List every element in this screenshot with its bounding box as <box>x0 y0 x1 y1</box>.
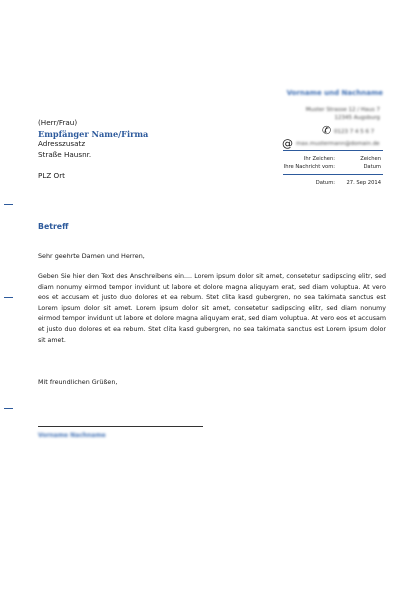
recipient-salutation: (Herr/Frau) <box>38 118 78 127</box>
sender-divider-top <box>283 150 383 151</box>
phone-icon: ✆ <box>322 124 332 137</box>
your-ref-label: Ihr Zeichen: <box>303 156 335 162</box>
recipient-address-extra: Adresszusatz <box>38 139 86 148</box>
letter-body: Geben Sie hier den Text des Anschreibens ein.... Lorem ipsum dolor sit amet, consetetur sadipscing elitr, sed diam nonumy eirmod tempor invidunt ut labore et dolore magna aliquyam erat, sed diam voluptua. At vero eos et accusam et justo duo dolores et ea rebum. Stet clita kasd gubergren, no sea takimata sanctus est Lorem ipsum dolor sit amet. Lorem ipsum dolor sit amet, consetetur sadipscing elitr, sed diam nonumy eirmod tempor invidunt ut labore et dolore magna aliquyam erat, sed diam voluptua. At vero eos et accusam et justo duo dolores et ea rebum. Stet clita kasd gubergren, no sea takimata sanctus est Lorem ipsum dolor sit amet. <box>38 273 386 344</box>
signature-line <box>38 426 203 427</box>
your-message-value: Datum <box>363 164 381 170</box>
letter-subject: Betreff <box>38 222 69 231</box>
sender-email: max.mustermann@domain.de <box>296 141 380 147</box>
your-ref-value: Zeichen <box>360 156 381 162</box>
letter-greeting: Sehr geehrte Damen und Herren, <box>38 252 145 260</box>
sender-divider-bottom <box>283 174 383 175</box>
signature-name: Vorname Nachname <box>38 432 106 439</box>
date-value: 27. Sep 2014 <box>346 180 381 186</box>
recipient-city: PLZ Ort <box>38 171 65 180</box>
recipient-name: Empfänger Name/Firma <box>38 128 149 139</box>
sender-name: Vorname und Nachname <box>286 89 383 97</box>
at-sign-icon: @ <box>282 137 293 150</box>
date-label: Datum: <box>315 180 335 186</box>
punch-mark <box>4 297 13 298</box>
recipient-street: Straße Hausnr. <box>38 149 92 159</box>
letter-closing: Mit freundlichen Grüßen, <box>38 378 118 386</box>
sender-phone: 0123 7 4 5 6 7 <box>334 129 375 135</box>
fold-mark-top <box>4 204 13 205</box>
sender-address <box>290 106 380 122</box>
sender-address-line: 12345 Augsburg <box>334 115 380 121</box>
your-message-label: Ihre Nachricht vom: <box>283 164 335 170</box>
sender-address-line: Muster Strasse 12 / Haus 7 <box>305 107 380 113</box>
recipient-address <box>38 118 148 182</box>
fold-mark-bottom <box>4 408 13 409</box>
